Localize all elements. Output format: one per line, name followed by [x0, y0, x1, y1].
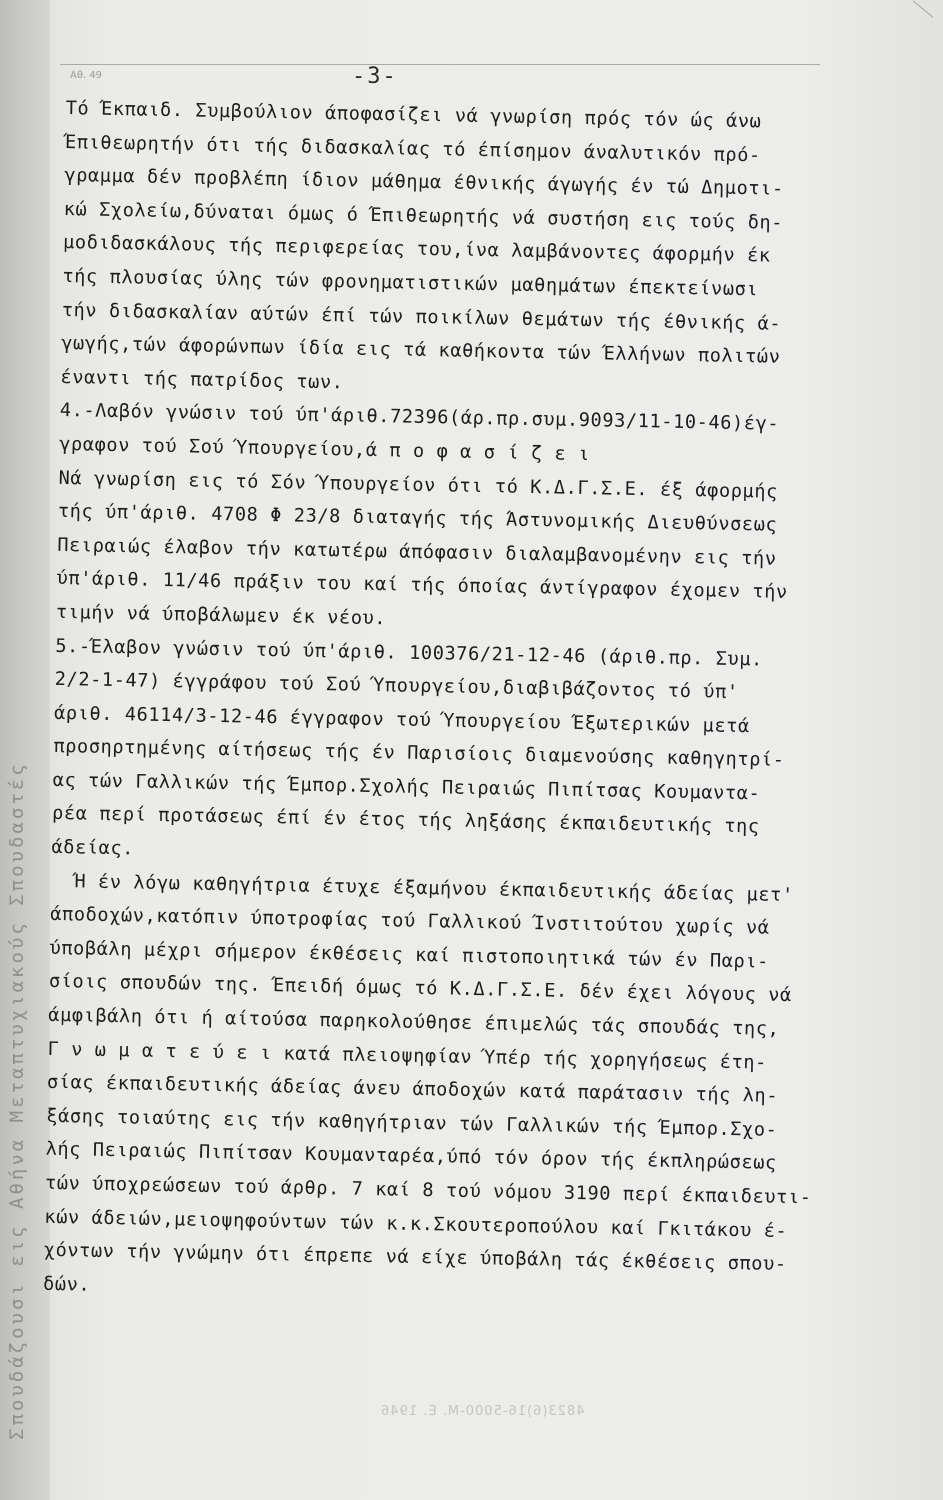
text-line: Ή έν λόγω καθηγήτρια έτυχε έξαμήνου έκπαιδευτικής άδείας μετ'	[50, 870, 794, 906]
corner-fold-mark	[899, 0, 934, 34]
text-line: άμφιβάλη ότι ή αίτούσα παρηκολούθησε έπιμελώς τάς σπουδάς της,	[48, 1004, 780, 1040]
text-line: Έπιθεωρητήν ότι τής διδασκαλίας τό έπίσημον άναλυτικόν πρό-	[64, 131, 761, 166]
text-line: σίας έκπαιδευτικής άδείας άνευ άποδοχών κατά παράτασιν τής λη-	[46, 1072, 779, 1108]
text-line: ύποβάλη μέχρι σήμερον έκθέσεις καί πιστοποιητικά τών έν Παρι-	[49, 937, 770, 973]
text-line: δών.	[42, 1273, 91, 1296]
text-line: λής Πειραιώς Πιπίτσαν Κουμανταρέα,ύπό τόν όρον τής έκπληρώσεως	[45, 1139, 778, 1175]
text-line: τών ύποχρεώσεων τού άρθρ. 7 καί 8 τού νόμου 3190 περί έκπαιδευτι-	[44, 1172, 812, 1209]
margin-stamp-text: Σπουδάζουσι εις Αθήνα Μεταπτυχιακούς Σπουδαστές	[6, 761, 28, 1440]
text-line: έναντι τής πατρίδος των.	[60, 366, 344, 394]
corner-stamp: Αθ. 49	[70, 70, 103, 81]
text-line: ύπ'άριθ. 11/46 πράξιν του καί τής όποίας άντίγραφον έχομεν τήν	[56, 568, 788, 604]
text-line: μοδιδασκάλους τής περιφερείας του,ίνα λαμβάνοντες άφορμήν έκ	[62, 232, 771, 267]
text-line: γραφον τού Σού Ύπουργείου,ά π ο φ α σ ί ζ ε ι	[59, 433, 591, 466]
text-line: Νά γνωρίση εις τό Σόν Ύπουργείον ότι τό Κ.Δ.Γ.Σ.Ε. έξ άφορμής	[58, 467, 779, 503]
text-line: Πειραιώς έλαβον τήν κατωτέρω άπόφασιν διαλαμβανομένην εις τήν	[57, 534, 777, 570]
text-line: Τό Έκπαιδ. Συμβούλιον άποφασίζει νά γνωρίση πρός τόν ώς άνω	[65, 97, 762, 133]
printer-footer-mark: 4823(6)16-5000-Μ. Ε. 1946	[380, 1404, 585, 1419]
text-line: τής πλουσίας ύλης τών φρονηματιστικών μαθημάτων έπεκτείνωσι	[62, 265, 759, 301]
text-line: προσηρτημένης αίτήσεως τής έν Παρισίοις διαμενούσης καθηγητρί-	[53, 736, 785, 772]
text-line: άποδοχών,κατόπιν ύποτροφίας τού Γαλλικού Ίνστιτούτου χωρίς νά	[50, 904, 770, 939]
text-line: Γ ν ω μ α τ ε ύ ε ι κατά πλειοψηφίαν Ύπέρ τής χορηγήσεως έτη-	[47, 1038, 768, 1074]
text-line: ρέα περί προτάσεως έπί έν έτος τής ληξάσης έκπαιδευτικής της	[51, 803, 760, 838]
text-line: γωγής,τών άφορώνπων ίδία εις τά καθήκοντα τών Έλλήνων πολιτών	[60, 333, 781, 368]
text-line: γραμμα δέν προβλέπη ίδιον μάθημα έθνικής άγωγής έν τώ Δημοτι-	[64, 165, 784, 200]
text-line: 2/2-1-47) έγγράφου τού Σού Ύπουργείου,διαβιβάζοντος τό ύπ'	[54, 668, 739, 704]
text-line: 5.-Έλαβον γνώσιν τού ύπ'άριθ. 100376/21-12-46 (άριθ.πρ. Συμ.	[55, 635, 764, 670]
text-line: τήν διδασκαλίαν αύτών έπί τών ποικίλων θεμάτων τής έθνικής ά-	[61, 299, 782, 335]
typed-text-body	[43, 92, 896, 1317]
text-line: ξάσης τοιαύτης εις τήν καθηγήτριαν τών Γαλλικών τής Έμπορ.Σχο-	[46, 1105, 778, 1141]
text-line: άδείας.	[51, 836, 135, 860]
text-line: ας τών Γαλλικών τής Έμπορ.Σχολής Πειραιώς Πιπίτσας Κουμαντα-	[52, 769, 761, 805]
text-line: τιμήν νά ύποβάλωμεν έκ νέου.	[55, 601, 387, 630]
page-number: -3-	[352, 64, 398, 89]
text-line: τής ύπ'άριθ. 4708 Φ 23/8 διαταγής τής Άστυνομικής Διευθύνσεως	[57, 501, 778, 536]
text-line: χόντων τήν γνώμην ότι έπρεπε νά είχε ύποβάλη τάς έκθέσεις σπου-	[43, 1239, 787, 1276]
header-rule	[60, 64, 820, 65]
text-line: κών άδειών,μειοψηφούντων τών κ.κ.Σκουτεροπούλου καί Γκιτάκου έ-	[44, 1206, 788, 1242]
text-line: σίοις σπουδών της. Έπειδή όμως τό Κ.Δ.Γ.Σ.Ε. δέν έχει λόγους νά	[48, 971, 793, 1007]
text-line: κώ Σχολείω,δύναται όμως ό Έπιθεωρητής νά συστήση εις τούς δη-	[63, 198, 784, 234]
text-line: άριθ. 46114/3-12-46 έγγραφον τού Ύπουργείου Έξωτερικών μετά	[53, 702, 751, 737]
text-line: 4.-Λαβόν γνώσιν τού ύπ'άριθ.72396(άρ.πρ.συμ.9093/11-10-46)έγ-	[59, 400, 780, 436]
